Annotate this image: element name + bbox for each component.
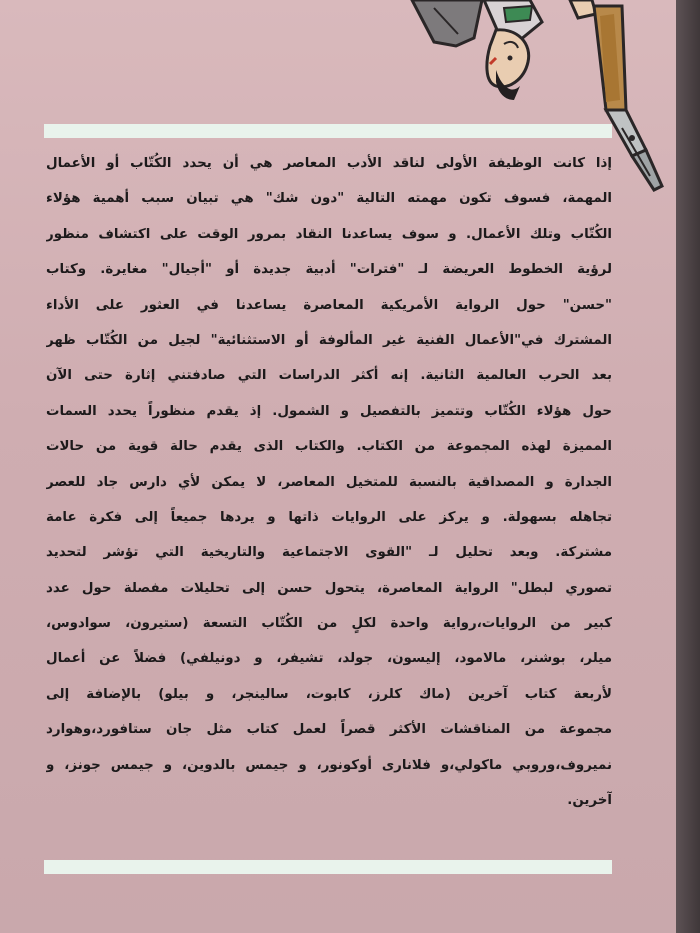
figure-hand-icon bbox=[570, 0, 596, 18]
text-line: الكُتّاب وتلك الأعمال. و سوف يساعدنا النقاد بمرور الوقت على اكتشاف منظور bbox=[46, 226, 612, 242]
bottom-divider-band bbox=[44, 860, 612, 874]
text-line: بعد الحرب العالمية الثانية. إنه أكثر الدراسات التي صادفتني إثارة حتى الآن bbox=[46, 368, 612, 384]
text-line: لرؤية الخطوط العريضة لـ "فترات" أدبية جديدة أو "أجيال" مغايرة. وكتاب bbox=[46, 262, 612, 278]
text-line: الجدارة و المصداقية بالنسبة للمتخيل المعاصر، لا يمكن لأي دارس جاد للعصر bbox=[46, 474, 612, 490]
top-divider-band bbox=[44, 124, 612, 138]
text-line: "حسن" حول الرواية الأمريكية المعاصرة يساعدنا في العثور على الأداء bbox=[46, 297, 612, 313]
text-line: إذا كانت الوظيفة الأولى لناقد الأدب المعاصر هي أن يحدد الكُتّاب أو الأعمال bbox=[46, 156, 612, 171]
text-line: لأربعة كتاب آخرين (ماك كلرز، كابوت، سالينجر، و بيلو) بالإضافة إلى bbox=[46, 686, 612, 702]
text-line: ميلر، بوشنر، مالامود، إليسون، جولد، تشيفر، و دونيلفي) فضلاً عن أعمال bbox=[46, 651, 612, 667]
text-line: المشترك في"الأعمال الفنية غير المألوفة أو الاستثنائية" لجيل من الكُتّاب ظهر bbox=[46, 332, 612, 348]
text-line: مشتركة. وبعد تحليل لـ "القوى الاجتماعية والتاريخية التي تؤشر لتحديد bbox=[46, 545, 612, 561]
text-line: تجاهله بسهولة. و يركز على الروايات ذاتها و يردها جميعاً إلى فكرة عامة bbox=[46, 509, 612, 525]
text-line: مجموعة من المناقشات الأكثر قصراً لعمل كتاب مثل جان ستافورد،وهوارد bbox=[46, 722, 612, 738]
text-line: كبير من الروايات،رواية واحدة لكلٍ من الكُتّاب التسعة (ستيرون، سوادوس، bbox=[46, 616, 612, 632]
back-cover-text bbox=[46, 146, 612, 818]
text-line: نميروف،وروبي ماكولي،و فلانارى أوكونور، و جيمس بالدوين، و جيمس جونز، و bbox=[46, 757, 612, 773]
text-line: حول هؤلاء الكُتّاب وتتميز بالتفصيل و الشمول. إذ يقدم منظوراً يحدد السمات bbox=[46, 403, 612, 419]
text-line: المهمة، فسوف تكون مهمته التالية "دون شك" هي تبيان سبب أهمية هؤلاء bbox=[46, 191, 612, 207]
text-line-last: آخرين. bbox=[567, 793, 612, 809]
text-line: المميزة لهذه المجموعة من الكتاب. والكتاب الذى يقدم حالة قوية من حالات bbox=[46, 439, 612, 455]
figure-tie-icon bbox=[504, 6, 532, 22]
text-line: تصوري لبطل" الرواية المعاصرة، يتحول حسن إلى تحليلات مفصلة حول عدد bbox=[46, 580, 612, 596]
